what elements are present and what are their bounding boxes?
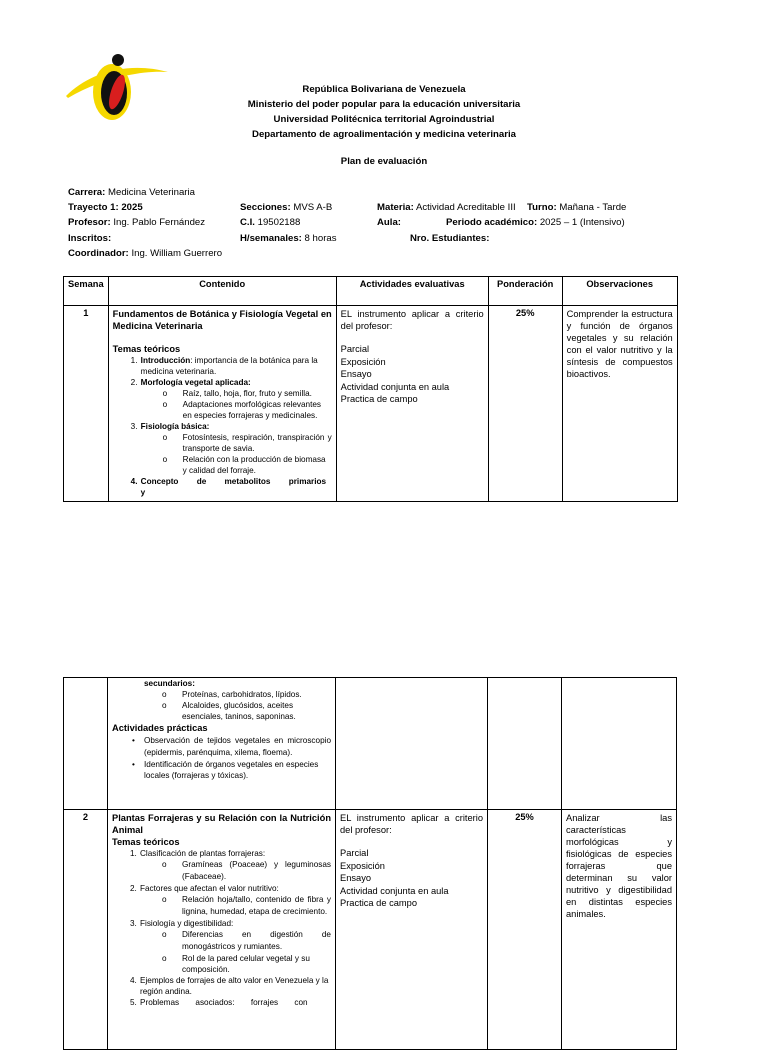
header-line: Departamento de agroalimentación y medicina veterinaria [252,129,516,140]
observations-cell [562,678,677,810]
evaluation-table [63,276,678,502]
header-line: Universidad Politécnica territorial Agroindustrial [273,114,495,125]
activities-intro: EL instrumento aplicar a criterio del profesor: [340,309,484,331]
column-header: Semana [64,277,109,306]
materia-field: Materia: Actividad Acreditable III [377,202,516,213]
ci-field: C.I. 19502188 [240,217,301,228]
header-line: República Bolivariana de Venezuela [302,84,466,95]
column-header: Actividades evaluativas [336,277,488,306]
weighting-cell [488,678,562,810]
unit-title: Plantas Forrajeras y su Relación con la Nutrición Animal [112,813,331,835]
column-header: Ponderación [488,277,562,306]
activity-item: Practica de campo [340,898,417,908]
unit-title: Fundamentos de Botánica y Fisiología Vegetal en Medicina Veterinaria [112,309,332,331]
activity-item: Ensayo [340,873,372,883]
inscritos-field: Inscritos: [68,233,112,244]
section-heading: Temas teóricos [112,344,181,354]
activity-item: Practica de campo [340,394,418,404]
aula-field: Aula: [377,217,401,228]
horas-semanales-field: H/semanales: 8 horas [240,233,337,244]
content-cell: Fundamentos de Botánica y Fisiología Vegetal en Medicina Veterinaria Temas teóricos 1. Introducción: importancia de la botánica para la medicina veterinaria. 2. Morfología vegetal aplicada: o Raíz, tallo, hoja, flor, fruto y semilla. o Adaptaciones morfológicas relevantes en especies forrajeras y medicinales. 3. Fisiología básica: o Fotosíntesis, respiración, transpiración y transporte de savia. o Relación con la producción de biomasa y calidad del forraje. 4. Concepto de metabolitos primarios y [108,306,336,502]
table-row [64,306,678,502]
activities-intro: EL instrumento aplicar a criterio del profesor: [340,813,483,835]
activities-cell [336,678,488,810]
activity-item: Actividad conjunta en aula [340,381,450,392]
table-row [64,810,677,1050]
table-row [64,678,677,810]
activity-item: Ensayo [340,369,372,379]
activity-item: Actividad conjunta en aula [340,885,449,896]
plan-title: Plan de evaluación [340,156,428,167]
institution-header [0,82,768,142]
periodo-field: Periodo académico: 2025 – 1 (Intensivo) [446,217,625,228]
activities-cell [336,306,488,502]
content-cell: secundarios: o Proteínas, carbohidratos, lípidos. o Alcaloides, glucósidos, aceites esenciales, taninos, saponinas. Actividades prácticas • Observación de tejidos vegetales en microscopio (epidermis, parénquima, xilema, floema). • Identificación de órganos vegetales en especies locales (forrajeras y tóxicas). [108,678,336,810]
profesor-field: Profesor: Ing. Pablo Fernández [68,217,206,228]
weighting-cell: 25% [488,306,562,502]
observations-cell: Analizar las características morfológicas y fisiológicas de especies forrajeras que determinan su valor nutritivo y digestibilidad en distintas especies animales. [562,810,677,1050]
activities-cell [336,810,488,1050]
nro-estudiantes-field: Nro. Estudiantes: [410,233,490,244]
observations-cell: Comprender la estructura y función de órganos vegetales y su relación con el valor nutritivo y la síntesis de compuestos bioactivos. [562,306,677,502]
activity-item: Exposición [340,860,385,871]
activity-item: Parcial [340,848,369,858]
column-header: Observaciones [562,277,677,306]
secciones-field: Secciones: MVS A-B [240,202,333,213]
evaluation-table-continued [63,677,677,1050]
turno-field: Turno: Mañana - Tarde [527,202,627,213]
section-heading: Actividades prácticas [112,723,208,733]
coordinador-field: Coordinador: Ing. William Guerrero [68,248,223,259]
week-number [64,678,108,810]
table-header-row [64,277,678,306]
weighting-cell: 25% [488,810,562,1050]
trayecto-field: Trayecto 1: 2025 [68,202,143,213]
section-heading: Temas teóricos [112,837,180,847]
content-cell: Plantas Forrajeras y su Relación con la Nutrición Animal Temas teóricos 1. Clasificación de plantas forrajeras: o Gramíneas (Poaceae) y leguminosas (Fabaceae). 2. Factores que afectan el valor nutritivo: o Relación hoja/tallo, contenido de fibra y lignina, humedad, etapa de crecimiento. 3. Fisiología y digestibilidad: o Diferencias en digestión de monogástricos y rumiantes. o Rol de la pared celular vegetal y su composición. 4. Ejemplos de forrajes de alto valor en Venezuela y la región andina. 5. Problemas asociados: forrajes con [108,810,336,1050]
activity-item: Exposición [340,356,386,367]
activity-item: Parcial [340,344,370,354]
week-number: 2 [64,810,108,1050]
carrera-field: Carrera: Medicina Veterinaria [68,187,195,198]
column-header: Contenido [108,277,336,306]
header-line: Ministerio del poder popular para la educación universitaria [247,99,521,110]
week-number: 1 [64,306,109,502]
